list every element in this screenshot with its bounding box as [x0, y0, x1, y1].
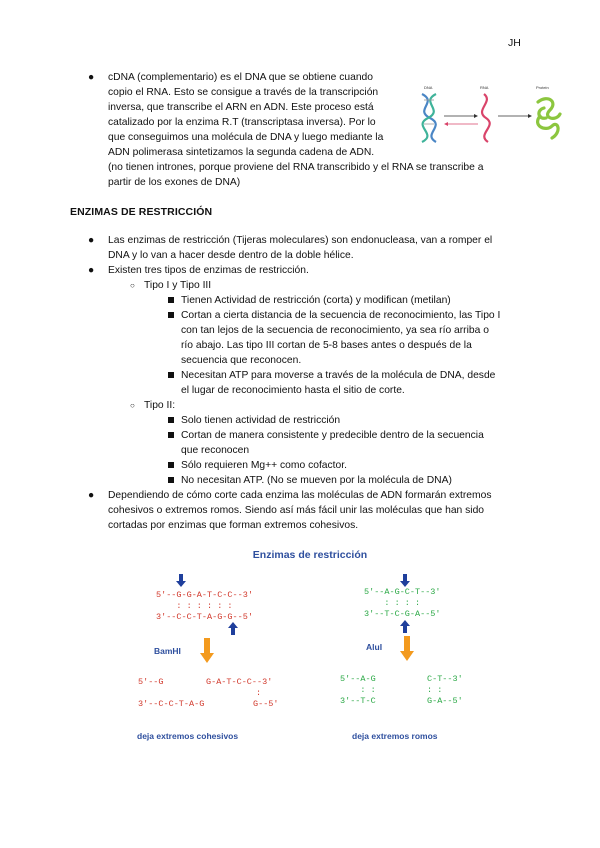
text-line: Existen tres tipos de enzimas de restricción. — [108, 265, 309, 276]
alui-caption: deja extremos romos — [352, 731, 438, 741]
orange-arrow-down-icon — [200, 638, 214, 664]
sub-sub-list-item — [86, 368, 586, 398]
rna-label: RNA — [480, 85, 489, 90]
alui-left-bottom: 3'--T-C — [340, 696, 376, 706]
header-initials: JH — [508, 37, 521, 49]
cut-arrow-down-icon — [400, 574, 410, 588]
text-line: río abajo. Las tipo III cortan de 5-8 bases antes o después de la — [181, 340, 472, 351]
sub-sub-list-item — [86, 413, 586, 428]
alui-right-pairs: : : — [427, 685, 443, 695]
text-line: Cortan a cierta distancia de la secuencia de reconocimiento, las Tipo I — [181, 310, 501, 321]
alui-left-top: 5'--A-G — [340, 674, 376, 684]
restriction-enzymes-diagram — [130, 540, 490, 750]
alui-left-pairs: : : — [340, 685, 376, 695]
sub-list-item — [86, 278, 586, 293]
protein-label: Protein — [536, 85, 549, 90]
text-line: que conseguimos una molécula de DNA y luego mediante la — [108, 132, 384, 143]
alui-pairs: : : : : — [364, 598, 421, 608]
text-line: ADN polimerasa sintetizamos la segunda cadena de ADN. — [108, 147, 375, 158]
cut-arrow-up-icon — [400, 620, 410, 634]
alui-right-top: C-T--3' — [427, 674, 463, 684]
central-dogma-figure — [416, 80, 566, 156]
orange-arrow-down-icon — [400, 636, 414, 662]
text-line: el lugar de reconocimiento hasta el sitio de corte. — [181, 385, 405, 396]
bamhi-right-pair: : — [256, 688, 262, 698]
sub-sub-list-item — [86, 428, 586, 458]
alui-top-strand: 5'--A-G-C-T--3' — [364, 587, 441, 597]
dna-label: DNA — [424, 85, 433, 90]
bullet-icon: ● — [88, 72, 95, 83]
dna-helix-icon — [422, 94, 436, 142]
square-bullet-icon — [168, 312, 174, 318]
text-line: (no tienen intrones, porque proviene del RNA transcribido y el RNA se transcribe a — [108, 162, 484, 173]
cut-arrow-up-icon — [228, 622, 238, 636]
bamhi-label: BamHI — [154, 646, 181, 656]
text-line: Solo tienen actividad de restricción — [181, 415, 341, 426]
rna-strand-icon — [482, 94, 490, 142]
circle-bullet-icon: ○ — [130, 401, 135, 410]
text-line: Las enzimas de restricción (Tijeras moleculares) son endonucleasa, van a romper el — [108, 235, 493, 246]
text-line: Tipo I y Tipo III — [144, 280, 212, 291]
square-bullet-icon — [168, 417, 174, 423]
circle-bullet-icon: ○ — [130, 281, 135, 290]
text-line: Cortan de manera consistente y predecible dentro de la secuencia — [181, 430, 484, 441]
bamhi-pairs: : : : : : : — [156, 601, 233, 611]
alui-bottom-strand: 3'--T-C-G-A--5' — [364, 609, 441, 619]
alui-label: AluI — [366, 642, 383, 652]
text-line: Tipo II: — [144, 400, 176, 411]
text-line: Sólo requieren Mg++ como cofactor. — [181, 460, 347, 471]
text-line: DNA y lo van a hacer desde dentro de la doble hélice. — [108, 250, 354, 261]
text-line: con tan lejos de la secuencia de reconocimiento, ya sea río arriba o — [181, 325, 489, 336]
alui-right-bottom: G-A--5' — [427, 696, 463, 706]
text-line: No necesitan ATP. (No se mueven por la molécula de DNA) — [181, 475, 452, 486]
bamhi-top-strand: 5'--G-G-A-T-C-C--3' — [156, 590, 253, 600]
bamhi-caption: deja extremos cohesivos — [137, 731, 239, 741]
text-line: copio el RNA. Esto se consigue a través de la transcripción — [108, 87, 379, 98]
text-line: partir de los exones de DNA) — [108, 177, 241, 188]
section-heading: ENZIMAS DE RESTRICCIÓN — [70, 206, 213, 218]
bamhi-left-bottom: 3'--C-C-T-A-G — [138, 699, 205, 709]
sub-sub-list-item — [86, 293, 586, 308]
square-bullet-icon — [168, 432, 174, 438]
bullet-icon: ● — [88, 265, 95, 276]
protein-icon — [538, 99, 560, 138]
sub-sub-list-item — [86, 458, 586, 473]
sub-sub-list-item — [86, 473, 586, 488]
bullet-icon: ● — [88, 235, 95, 246]
text-line: Necesitan ATP para moverse a través de la molécula de DNA, desde — [181, 370, 496, 381]
text-line: inversa, que transcribe el ARN en ADN. Este proceso está — [108, 102, 374, 113]
bullet-icon: ● — [88, 490, 95, 501]
square-bullet-icon — [168, 462, 174, 468]
square-bullet-icon — [168, 297, 174, 303]
cut-arrow-down-icon — [176, 574, 186, 588]
text-line: Dependiendo de cómo corte cada enzima las moléculas de ADN formarán extremos — [108, 490, 492, 501]
diagram-title: Enzimas de restricción — [252, 549, 368, 561]
bamhi-left-top: 5'--G — [138, 677, 164, 687]
text-line: cohesivos o extremos romos. Siendo así más fácil unir las moléculas que han sido — [108, 505, 485, 516]
text-line: catalizado por la enzima R.T (transcriptasa inversa). Por lo — [108, 117, 376, 128]
list-item — [86, 233, 586, 263]
square-bullet-icon — [168, 477, 174, 483]
list-item — [86, 263, 586, 278]
list-item — [86, 488, 586, 533]
bamhi-right-top: G-A-T-C-C--3' — [206, 677, 273, 687]
text-line: cDNA (complementario) es el DNA que se obtiene cuando — [108, 72, 373, 83]
text-line: que reconocen — [181, 445, 250, 456]
sub-sub-list-item — [86, 308, 586, 368]
restriction-enzymes-list — [86, 233, 586, 533]
bamhi-right-bottom: G--5' — [253, 699, 279, 709]
bamhi-bottom-strand: 3'--C-C-T-A-G-G--5' — [156, 612, 253, 622]
sub-list-item — [86, 398, 586, 413]
square-bullet-icon — [168, 372, 174, 378]
text-line: Tienen Actividad de restricción (corta) y modifican (metilan) — [181, 295, 451, 306]
text-line: secuencia que reconocen. — [181, 355, 302, 366]
text-line: cortadas por enzimas que forman extremos cohesivos. — [108, 520, 359, 531]
